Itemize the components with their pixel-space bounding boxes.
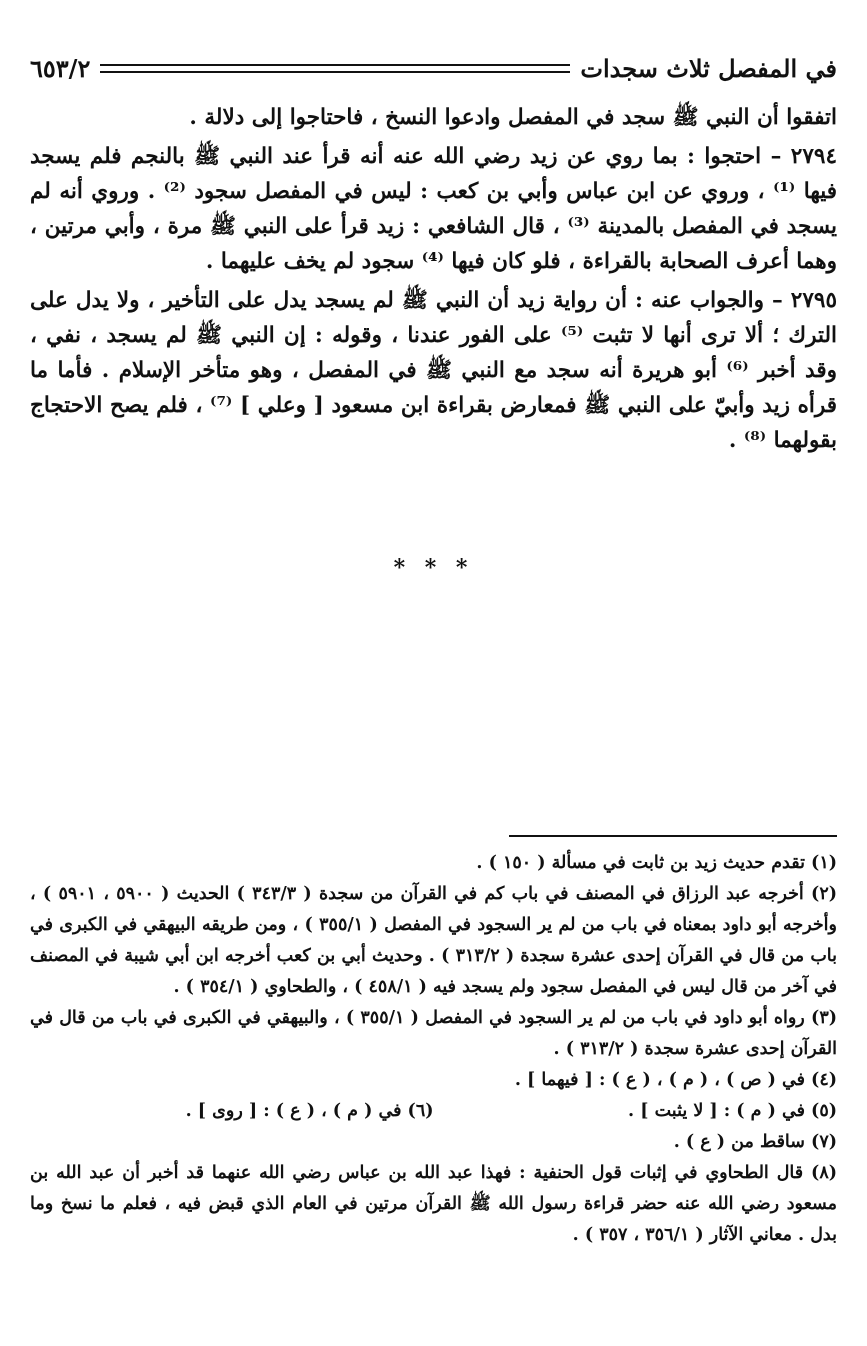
paragraph-2795: ٢٧٩٥ – والجواب عنه : أن رواية زيد أن النبي ﷺ لم يسجد يدل على التأخير ، ولا يدل على الترك ؛ ألا ترى أنها لا تثبت ⁽⁵⁾ على الفور عندنا ، وقوله : إن النبي ﷺ لم يسجد ، نفي ، وقد أخبر ⁽⁶⁾ أبو هريرة أنه سجد مع النبي ﷺ في المفصل ، وهو متأخر الإسلام . فأما ما قرأه زيد وأبيّ على النبي ﷺ فمعارض بقراءة ابن مسعود [ وعلي ] ⁽⁷⁾ ، فلم يصح الاحتجاج بقولهما ⁽⁸⁾ . <box>30 288 838 453</box>
main-text <box>30 100 837 462</box>
running-header <box>30 50 837 86</box>
paragraph-2794: ٢٧٩٤ – احتجوا : بما روي عن زيد رضي الله عنه أنه قرأ عند النبي ﷺ بالنجم فلم يسجد فيها ⁽¹⁾ ، وروي عن ابن عباس وأبي بن كعب : ليس في المفصل سجود ⁽²⁾ . وروي أنه لم يسجد في المفصل بالمدينة ⁽³⁾ ، قال الشافعي : زيد قرأ على النبي ﷺ مرة ، وأبي مرتين ، وهما أعرف الصحابة بالقراءة ، فلو كان فيها ⁽⁴⁾ سجود لم يخف عليهما . <box>30 144 837 274</box>
footnote-1: (١) تقدم حديث زيد بن ثابت في مسألة ( ١٥٠ ) . <box>476 853 837 873</box>
footnote-3: (٣) رواه أبو داود في باب من لم ير السجود في المفصل ( ٣٥٥/١ ) ، والبيهقي في الكبرى في باب من قال في القرآن إحدى عشرة سجدة ( ٣١٣/٢ ) . <box>30 1008 837 1059</box>
footnote-8: (٨) قال الطحاوي في إثبات قول الحنفية : فهذا عبد الله بن عباس رضي الله عنهما قد أخبر أن عبد الله بن مسعود رضي الله عنه حضر قراءة رسول الله ﷺ القرآن مرتين في العام الذي قبض فيه ، فعلم ما نسخ وما بدل . معاني الآثار ( ٣٥٦/١ ، ٣٥٧ ) . <box>30 1163 837 1245</box>
footnote-7: (٧) ساقط من ( ع ) . <box>673 1132 837 1152</box>
footnotes <box>30 848 837 1251</box>
footnote-row-4 <box>30 1065 837 1096</box>
footnote-row-5-6 <box>30 1096 837 1127</box>
page-number: ٦٥٣/٢ <box>30 53 91 83</box>
footnote-6: (٦) في ( م ) ، ( ع ) : [ روى ] . <box>185 1101 434 1121</box>
paragraph-intro: اتفقوا أن النبي ﷺ سجد في المفصل وادعوا النسخ ، فاحتاجوا إلى دلالة . <box>189 105 837 130</box>
footnote-5: (٥) في ( م ) : [ لا يثبت ] . <box>628 1101 837 1121</box>
header-title: في المفصل ثلاث سجدات <box>580 53 837 83</box>
footnote-4: (٤) في ( ص ) ، ( م ) ، ( ع ) : [ فيهما ] . <box>514 1070 837 1090</box>
section-separator: * * * <box>393 555 474 581</box>
footnote-divider <box>509 835 837 837</box>
header-rule <box>100 64 570 73</box>
footnote-2: (٢) أخرجه عبد الرزاق في المصنف في باب كم في القرآن من سجدة ( ٣٤٣/٣ ) الحديث ( ٥٩٠٠ ، ٥٩٠١ ) ، وأخرجه أبو داود بمعناه في باب من لم ير السجود في المفصل ( ٣٥٥/١ ) ، ومن طريقه البيهقي في الكبرى في باب من قال في القرآن إحدى عشرة سجدة ( ٣١٣/٢ ) . وحديث أبي بن كعب أخرجه ابن أبي شيبة في المصنف في آخر من قال ليس في المفصل سجود ولم يسجد فيه ( ٤٥٨/١ ) ، والطحاوي ( ٣٥٤/١ ) . <box>30 884 838 997</box>
